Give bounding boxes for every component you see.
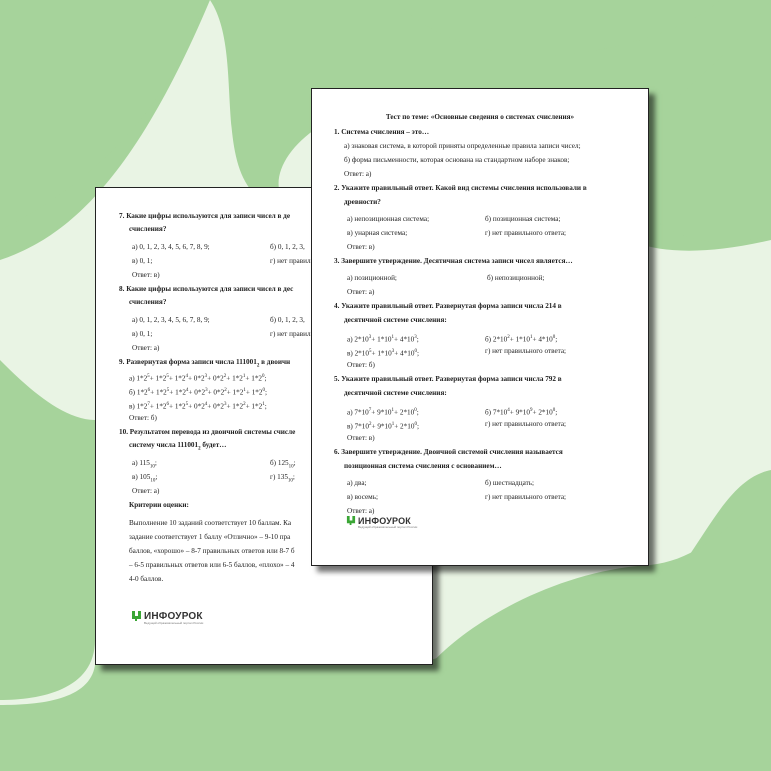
infourok-logo: [131, 610, 204, 625]
q2-heading-line2: древности?: [344, 198, 381, 206]
q1-answer: Ответ: а): [344, 170, 372, 178]
q5-option-a: а) $7*10^7+ 9*10^1+ 2*10^0$;: [347, 408, 419, 417]
q8-answer: Ответ: а): [132, 344, 160, 352]
q4-heading-line2: десятичной системе счисления:: [344, 316, 447, 324]
criteria-line-1: Выполнение 10 заданий соответствует 10 баллам. Ка: [129, 519, 292, 527]
infourok-logo-icon: [131, 610, 142, 622]
q4-option-a: а) $2*10^3+ 1*10^1+ 4*10^3$;: [347, 335, 419, 344]
infourok-logo-icon: [346, 515, 356, 526]
q3-option-a: а) позиционной;: [347, 274, 397, 282]
criteria-title: Критерии оценки:: [129, 501, 189, 509]
q10-heading-line1: 10. Результатом перевода из двоичной системы счисле: [119, 428, 296, 436]
q2-option-d: г) нет правильного ответа;: [485, 229, 567, 237]
q10-option-a: а) $115_{10}$;: [132, 459, 157, 470]
q5-answer: Ответ: в): [347, 434, 375, 442]
q8-option-c: в) 0, 1;: [132, 330, 153, 338]
infourok-logo-tagline: Ведущий образовательный портал России: [144, 621, 204, 625]
q3-answer: Ответ: а): [347, 288, 375, 296]
q6-option-d: г) нет правильного ответа;: [485, 493, 567, 501]
q8-option-b: б) 0, 1, 2, 3,: [270, 316, 305, 324]
q5-heading-line1: 5. Укажите правильный ответ. Развернутая форма записи числа 792 в: [334, 375, 562, 383]
q5-heading-line2: десятичной системе счисления:: [344, 389, 447, 397]
q2-answer: Ответ: в): [347, 243, 375, 251]
q7-answer: Ответ: в): [132, 271, 160, 279]
q2-option-c: в) унарная система;: [347, 229, 408, 237]
infourok-logo-text: ИНФОУРОК: [358, 515, 412, 526]
q10-option-b: б) $125_{10}$;: [270, 459, 296, 470]
q2-option-b: б) позиционная система;: [485, 215, 561, 223]
q6-option-b: б) шестнадцать;: [485, 479, 535, 487]
q5-option-d: г) нет правильного ответа;: [485, 420, 567, 428]
q8-option-a: а) 0, 1, 2, 3, 4, 5, 6, 7, 8, 9;: [132, 316, 210, 324]
q1-heading: 1. Система счисления – это…: [334, 128, 430, 136]
q4-option-c: в) $2*10^5+ 1*10^3+ 4*10^0$;: [347, 349, 419, 358]
q8-option-d: г) нет правил: [270, 330, 311, 338]
q6-heading-line2: позиционная система счисления с основанием…: [344, 462, 502, 470]
criteria-line-3: баллов, «хорошо» – 8-7 правильных ответов или 8-7 б: [129, 547, 295, 555]
q7-option-b: б) 0, 1, 2, 3,: [270, 243, 305, 251]
q10-heading-line2: систему числа $111001_2$ будет…: [129, 441, 227, 452]
q1-option-b: б) форма письменности, которая основана на стандартном наборе знаков;: [344, 156, 570, 164]
q9-answer: Ответ: б): [129, 414, 157, 422]
q7-option-d: г) нет правил: [270, 257, 311, 265]
q2-option-a: а) непозиционная система;: [347, 215, 430, 223]
q8-heading-line1: 8. Какие цифры используются для записи чисел в дес: [119, 285, 294, 293]
dark-top-blob: [395, 0, 720, 56]
criteria-line-4: – 6-5 правильных ответов или 6-5 баллов, «плохо» – 4: [129, 561, 295, 569]
test-title: Тест по теме: «Основные сведения о системах счисления»: [385, 113, 575, 121]
q10-option-c: в) $105_{10}$;: [132, 473, 158, 484]
q1-option-a: а) знаковая система, в которой приняты определенные правила записи чисел;: [344, 142, 581, 150]
q4-heading-line1: 4. Укажите правильный ответ. Развернутая форма записи числа 214 в: [334, 302, 562, 310]
q3-option-b: б) непозиционной;: [487, 274, 545, 282]
q7-option-c: в) 0, 1;: [132, 257, 153, 265]
q8-heading-line2: счисления?: [129, 298, 167, 306]
infourok-logo-tagline: Ведущий образовательный портал России: [358, 525, 418, 529]
q6-option-a: а) два;: [347, 479, 367, 487]
q6-option-c: в) восемь;: [347, 493, 378, 501]
q4-option-b: б) $2*10^2+ 1*10^1+ 4*10^0$;: [485, 335, 558, 344]
q9-option-c: в) $1*2^7+ 1*2^6+ 1*2^5+ 0*2^4+ 0*2^3+ 1*2^2+ 1*2^1$;: [129, 402, 267, 411]
q3-heading: 3. Завершите утверждение. Десятичная система записи чисел является…: [334, 257, 573, 265]
infourok-logo: [346, 515, 418, 529]
worksheet-page-front: [311, 88, 649, 566]
q5-option-c: в) $7*10^2+ 9*10^1+ 2*10^0$;: [347, 422, 419, 431]
q6-heading-line1: 6. Завершите утверждение. Двоичной системой счисления называется: [334, 448, 563, 456]
infourok-logo-text: ИНФОУРОК: [144, 610, 203, 622]
q7-option-a: а) 0, 1, 2, 3, 4, 5, 6, 7, 8, 9;: [132, 243, 210, 251]
q2-heading-line1: 2. Укажите правильный ответ. Какой вид системы счисления использовали в: [334, 184, 587, 192]
q9-option-a: а) $1*2^5+ 1*2^5+ 1*2^4+ 0*2^3+ 0*2^2+ 1*2^1+ 1*2^0$;: [129, 374, 267, 383]
criteria-line-5: 4-0 баллов.: [129, 575, 164, 583]
q4-option-d: г) нет правильного ответа;: [485, 347, 567, 355]
q5-option-b: б) $7*10^4+ 9*10^9+ 2*10^0$;: [485, 408, 558, 417]
q10-answer: Ответ: а): [132, 487, 160, 495]
q7-heading-line1: 7. Какие цифры используются для записи чисел в де: [119, 212, 291, 220]
q6-answer: Ответ: а): [347, 507, 375, 515]
q7-heading-line2: счисления?: [129, 225, 167, 233]
q10-option-d: г) $135_{10}$;: [270, 473, 295, 484]
q9-heading: 9. Развернутая форма записи числа $111001_2$ в двоичн: [119, 358, 291, 369]
dark-right-blob: [650, 0, 771, 242]
criteria-line-2: задание соответствует 1 баллу «Отлично» – 9-10 пра: [129, 533, 291, 541]
q9-option-b: б) $1*2^6+ 1*2^5+ 1*2^4+ 0*2^3+ 0*2^2+ 1*2^1+ 1*2^0$;: [129, 388, 267, 397]
q4-answer: Ответ: б): [347, 361, 375, 369]
